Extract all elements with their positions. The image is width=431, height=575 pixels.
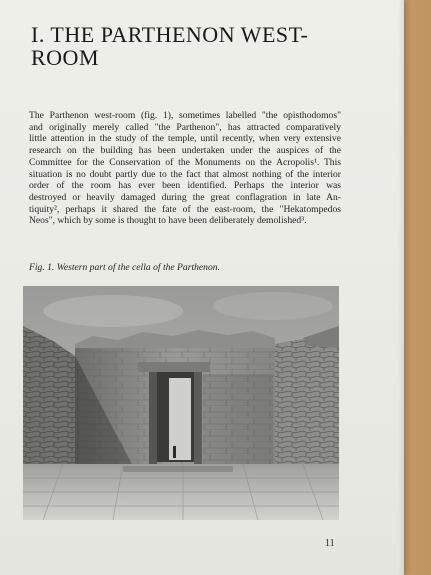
- body-line: order of the room has ever been identified. Perhaps the interior was: [29, 180, 341, 192]
- parthenon-cella-photo: [23, 286, 339, 520]
- body-line: and originally merely called "the Parthenon", has attracted comparatively: [29, 121, 341, 133]
- page-number: 11: [325, 538, 335, 549]
- body-paragraph: [29, 110, 341, 227]
- chapter-heading-line-1: I. THE PARTHENON WEST-: [31, 22, 309, 47]
- body-line: Committee for the Conservation of the Monuments on the Acropolis¹. This: [29, 156, 341, 168]
- body-line: tiquity², perhaps it shared the fate of the east-room, the "Hekatompedos: [29, 203, 341, 215]
- body-line: situation is no doubt partly due to the fact that almost nothing of the interior: [29, 168, 341, 180]
- figure-photo: [23, 286, 339, 520]
- chapter-heading-line-2: ROOM: [31, 45, 100, 70]
- figure-caption: Fig. 1. Western part of the cella of the Parthenon.: [29, 262, 220, 273]
- body-line: The Parthenon west-room (fig. 1), sometimes labelled "the opisthodomos": [29, 110, 341, 121]
- body-line: research on the building has been undertaken under the auspices of the: [29, 145, 341, 157]
- body-line: Neos", which by some is thought to have been deliberately demolished³.: [29, 215, 307, 227]
- page-edge-shadow: [398, 0, 404, 575]
- chapter-heading: [31, 23, 361, 69]
- body-line: little attention in the study of the temple, until recently, when very extensive: [29, 133, 341, 145]
- body-line: destroyed or heavily damaged during the great conflagration in late An-: [29, 191, 341, 203]
